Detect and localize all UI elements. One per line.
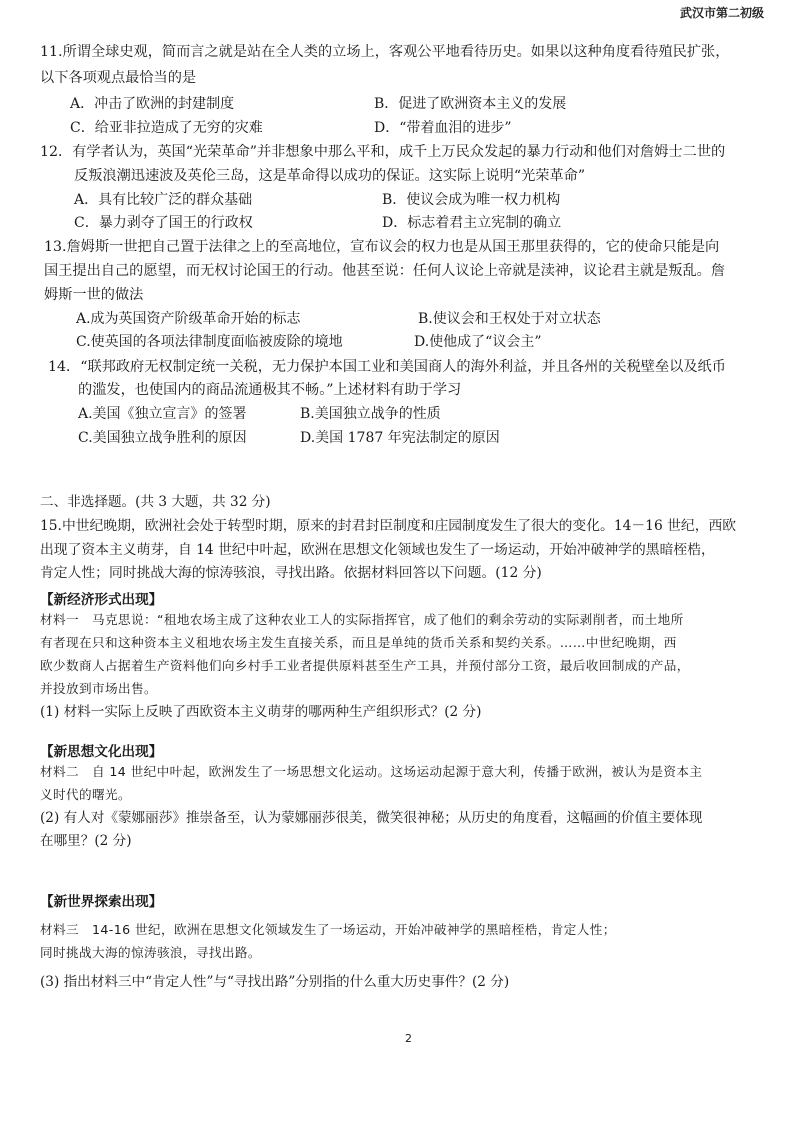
- q11-option-c: C．给亚非拉造成了无穷的灾难: [70, 120, 263, 136]
- part3-material-line2: 同时挑战大海的惊涛骇浪，寻找出路。: [40, 945, 261, 960]
- header-school-name: 武汉市第二初级: [679, 6, 764, 20]
- q13-option-c: C.使英国的各项法律制度面临被废除的境地: [76, 334, 343, 350]
- q12-option-a: A．具有比较广泛的群众基础: [74, 192, 253, 208]
- q14-option-b: B.美国独立战争的性质: [300, 406, 441, 422]
- q12-stem-line2: 反叛浪潮迅速波及英伦三岛，这是革命得以成功的保证。这实际上说明“光荣革命”: [74, 168, 586, 184]
- part1-question: (1) 材料一实际上反映了西欧资本主义萌芽的哪两种生产组织形式？(2 分): [40, 704, 482, 720]
- q11-option-b: B．促进了欧洲资本主义的发展: [374, 96, 567, 112]
- part1-heading: 【新经济形式出现】: [40, 592, 163, 608]
- q13-stem-line1: 13.詹姆斯一世把自己置于法律之上的至高地位，宣布议会的权力也是从国王那里获得的，它的使命只能是向: [44, 239, 720, 255]
- q14-option-c: C.美国独立战争胜利的原因: [78, 430, 247, 446]
- q11-option-d: D．“带着血泪的进步”: [374, 120, 512, 136]
- part2-question-line2: 在哪里？(2 分): [40, 833, 132, 849]
- part2-material-line1: 材料二 自 14 世纪中叶起，欧洲发生了一场思想文化运动。这场运动起源于意大利，传播于欧洲，被认为是资本主: [40, 764, 703, 779]
- q11-stem-line2: 以下各项观点最恰当的是: [40, 70, 197, 86]
- part3-material-line1: 材料三 14-16 世纪，欧洲在思想文化领域发生了一场运动，开始冲破神学的黑暗桎梏，肯定人性；: [40, 922, 616, 937]
- q14-stem-line1: 14．“联邦政府无权制定统一关税，无力保护本国工业和美国商人的海外利益，并且各州的关税壁垒以及纸币: [48, 359, 726, 375]
- q13-option-b: B.使议会和王权处于对立状态: [418, 311, 601, 327]
- q13-option-a: A.成为英国资产阶级革命开始的标志: [76, 311, 301, 327]
- part2-question-line1: (2) 有人对《蒙娜丽莎》推崇备至，认为蒙娜丽莎很美，微笑很神秘；从历史的角度看，这幅画的价值主要体现: [40, 810, 703, 826]
- part1-material-line3: 欧少数商人占据着生产资料他们向乡村手工业者提供原料甚至生产工具，并预付部分工资，最后收回制成的产品，: [40, 658, 690, 673]
- q14-stem-line2: 的滥发，也使国内的商品流通极其不畅。”上述材料有助于学习: [78, 382, 462, 398]
- q12-stem-line1: 12．有学者认为，英国“光荣革命”并非想象中那么平和，成千上万民众发起的暴力行动和他们对詹姆士二世的: [40, 144, 726, 160]
- part1-material-line2: 有者现在只和这种资本主义租地农场主发生直接关系，而且是单纯的货币关系和契约关系。……中世纪晚期，西: [40, 635, 677, 650]
- q12-option-c: C．暴力剥夺了国王的行政权: [74, 215, 253, 231]
- section2-title: 二、非选择题。(共 3 大题，共 32 分): [40, 494, 271, 510]
- part3-heading: 【新世界探索出现】: [40, 894, 163, 910]
- q14-option-d: D.美国 1787 年宪法制定的原因: [300, 430, 500, 446]
- part3-question: (3) 指出材料三中“肯定人性”与“寻找出路”分别指的什么重大历史事件？(2 分): [40, 974, 510, 990]
- part2-heading: 【新思想文化出现】: [40, 744, 163, 760]
- part1-material-line4: 并投放到市场出售。: [40, 681, 157, 696]
- part1-material-line1: 材料一 马克思说：“租地农场主成了这种农业工人的实际指挥官，成了他们的剩余劳动的实际剥削者，而土地所: [40, 612, 684, 627]
- q11-option-a: A．冲击了欧洲的封建制度: [70, 96, 235, 112]
- part2-material-line2: 义时代的曙光。: [40, 787, 131, 802]
- q15-intro-line2: 出现了资本主义萌芽，自 14 世纪中叶起，欧洲在思想文化领域也发生了一场运动，开始冲破神学的黑暗桎梏，: [40, 542, 715, 558]
- q13-stem-line3: 姆斯一世的做法: [44, 287, 144, 303]
- q14-option-a: A.美国《独立宣言》的签署: [78, 406, 247, 422]
- q13-stem-line2: 国王提出自己的愿望，而无权讨论国王的行动。他甚至说：任何人议论上帝就是渎神，议论君主就是叛乱。詹: [44, 263, 726, 279]
- q15-intro-line1: 15.中世纪晚期，欧洲社会处于转型时期，原来的封君封臣制度和庄园制度发生了很大的变化。14－16 世纪，西欧: [40, 518, 737, 534]
- page-number: 2: [405, 1032, 412, 1045]
- q12-option-b: B．使议会成为唯一权力机构: [382, 192, 561, 208]
- q11-stem-line1: 11.所谓全球史观，简而言之就是站在全人类的立场上，客观公平地看待历史。如果以这种角度看待殖民扩张，: [40, 44, 730, 60]
- q13-option-d: D.使他成了“议会主”: [414, 334, 542, 350]
- q12-option-d: D．标志着君主立宪制的确立: [382, 215, 562, 231]
- q15-intro-line3: 肯定人性；同时挑战大海的惊涛骇浪，寻找出路。依据材料回答以下问题。(12 分): [40, 565, 542, 581]
